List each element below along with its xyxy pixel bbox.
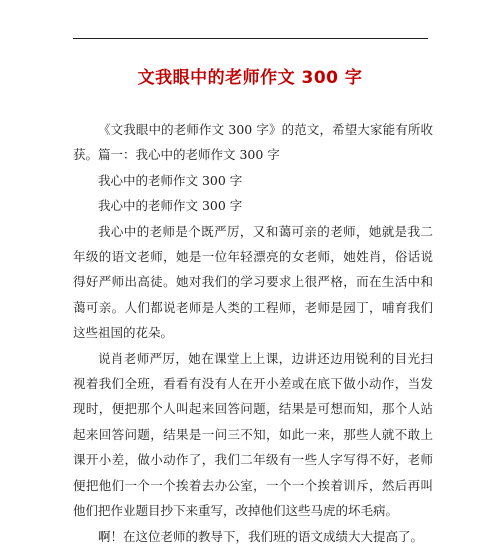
document-title: 文我眼中的老师作文 300 字 [137, 68, 363, 88]
document-body [73, 117, 433, 549]
paragraph-body-2: 说肖老师严厉，她在课堂上上课，边讲还边用锐利的目光扫视着我们全班，看看有没有人在开小差或在底下做小动作，当发现时，便把那个人叫起来回答问题，结果是可想而知，那个人站起来回答问题，结果是一问三不知，如此一来，那些人就不敢上课开小差，做小动作了，我们二年级有一些人字写得不好，老师便把他们一个一个挨着去办公室，一个一个挨着训斥，然后再叫他们把作业题目抄下来重写，改掉他们这些马虎的坏毛病。 [73, 350, 433, 519]
paragraph-subtitle-1: 我心中的老师作文 300 字 [98, 172, 243, 188]
paragraph-subtitle-2: 我心中的老师作文 300 字 [98, 198, 243, 214]
header-rule [73, 38, 428, 39]
paragraph-body-3: 啊！在这位老师的教导下，我们班的语文成绩大大提高了。 [98, 528, 424, 544]
paragraph-body-1: 我心中的老师是个既严厉，又和蔼可亲的老师，她就是我二年级的语文老师，她是一位年轻漂亮的女老师，她姓肖，俗话说得好严师出高徒。她对我们的学习要求上很严格，而在生活中和蔼可亲。人们都说老师是人类的工程师，老师是园丁，哺育我们这些祖国的花朵。 [73, 223, 433, 341]
paragraph-intro: 《文我眼中的老师作文 300 字》的范文，希望大家能有所收获。篇一：我心中的老师作文 300 字 [73, 122, 433, 163]
